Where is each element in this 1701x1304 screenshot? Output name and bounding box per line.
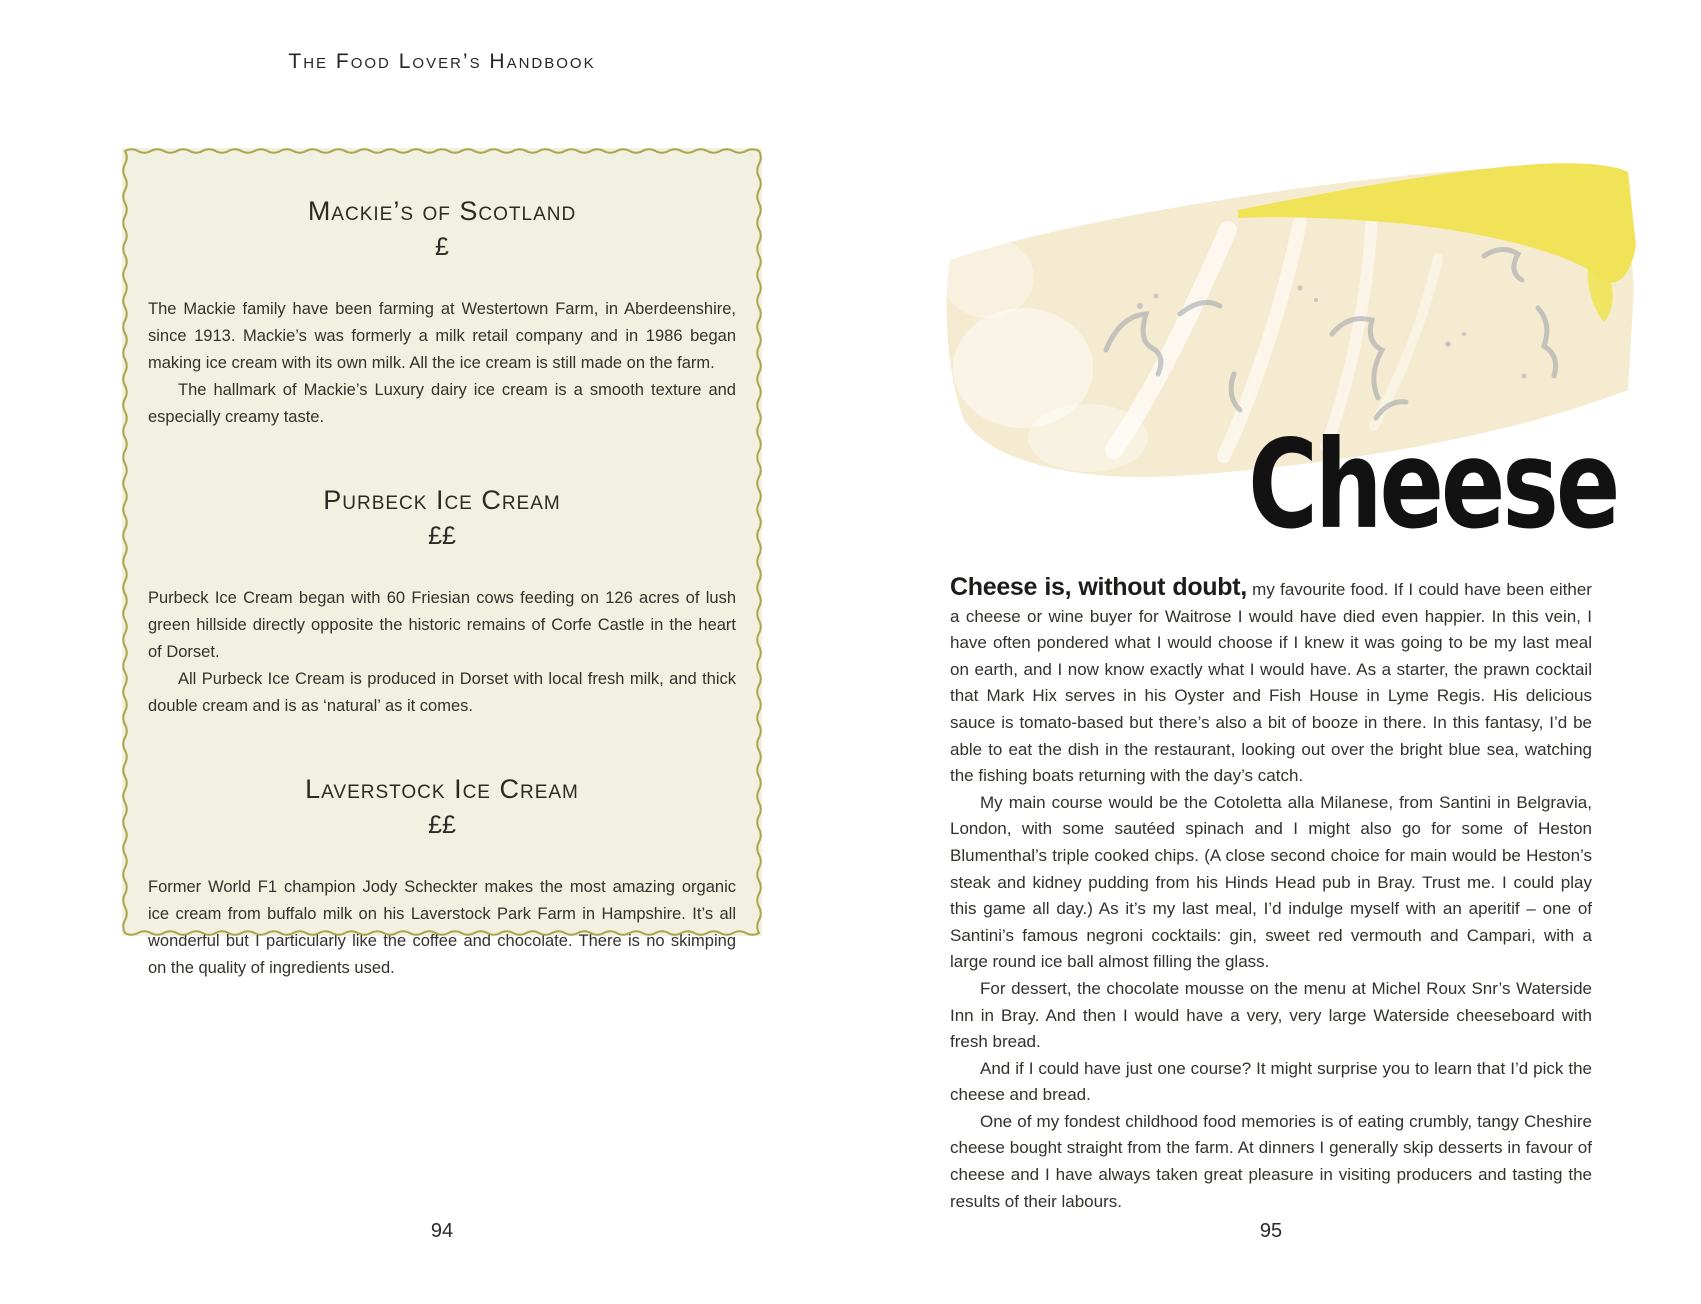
paragraph-text: my favourite food. If I could have been either a cheese or wine buyer for Waitrose I would have died even happier. In this vein, I have often pondered what I would choose if I knew it was going to be my last meal on earth, and I now know exactly what I would have. As a starter, the prawn cocktail that Mark Hix serves in his Oyster and Fish House in Lyme Regis. His delicious sauce is tomato-based but there’s also a bit of booze in there. In this fantasy, I’d be able to eat the dish in the restaurant, looking out over the bright blue sea, watching the fishing boats returning with the day’s catch.	[950, 580, 1592, 786]
producer-paragraph: The hallmark of Mackie’s Luxury dairy ice cream is a smooth texture and especially creamy taste.	[148, 381, 736, 426]
producer-description	[148, 874, 736, 982]
page-number-right: 95	[1259, 1220, 1283, 1242]
producer-description	[148, 296, 736, 431]
producer-entry-mackies	[148, 150, 736, 431]
producer-description	[148, 585, 736, 720]
body-paragraph	[950, 574, 1592, 790]
lead-in-phrase: Cheese is, without doubt,	[950, 573, 1247, 601]
page-number-left: 94	[430, 1220, 454, 1242]
producer-name: Laverstock Ice Cream	[305, 774, 579, 804]
producer-price-rating: ££	[428, 522, 456, 550]
producer-name: Mackie’s of Scotland	[307, 196, 577, 226]
producer-paragraph: Purbeck Ice Cream began with 60 Friesian cows feeding on 126 acres of lush green hillside directly opposite the historic remains of Corfe Castle in the heart of Dorset.	[148, 589, 736, 661]
producer-paragraph: The Mackie family have been farming at Westertown Farm, in Aberdeenshire, since 1913. Mackie’s was formerly a milk retail company and in 1986 began making ice cream with its own milk. All the ice cream is still made on the farm.	[148, 300, 736, 372]
producer-price-rating: ££	[428, 811, 456, 839]
producer-paragraph: All Purbeck Ice Cream is produced in Dorset with local fresh milk, and thick double cream and is as ‘natural’ as it comes.	[148, 670, 736, 715]
body-paragraph: And if I could have just one course? It might surprise you to learn that I’d pick the cheese and bread.	[950, 1058, 1592, 1105]
producer-paragraph: Former World F1 champion Jody Scheckter makes the most amazing organic ice cream from buffalo milk on his Laverstock Park Farm in Hampshire. It’s all wonderful but I particularly like the coffee and chocolate. There is no skimping on the quality of ingredients used.	[148, 878, 736, 977]
producer-entry-laverstock	[148, 720, 736, 982]
body-paragraph: For dessert, the chocolate mousse on the menu at Michel Roux Snr’s Waterside Inn in Bray. And then I would have a very, very large Waterside cheeseboard with fresh bread.	[950, 978, 1592, 1052]
producer-entry-purbeck	[148, 431, 736, 720]
producer-name: Purbeck Ice Cream	[323, 485, 561, 515]
body-paragraph: My main course would be the Cotoletta alla Milanese, from Santini in Belgravia, London, with some sautéed spinach and I might also go for some of Heston Blumenthal’s triple cooked chips. (A close second choice for main would be Heston’s steak and kidney pudding from his Hinds Head pub in Bray. Trust me. I could play this game all day.) As it’s my last meal, I’d indulge myself with an aperitif – one of Santini’s famous negroni cocktails: gin, sweet red vermouth and Campari, with a large round ice ball almost filling the glass.	[950, 792, 1592, 972]
chapter-title: Cheese	[1247, 414, 1617, 556]
chapter-body-text	[950, 574, 1592, 1215]
running-header: The Food Lover’s Handbook	[288, 50, 596, 73]
body-paragraph: One of my fondest childhood food memories is of eating crumbly, tangy Cheshire cheese bought straight from the farm. At dinners I generally skip desserts in favour of cheese and I have always taken great pleasure in visiting producers and tasting the results of their labours.	[950, 1111, 1592, 1211]
producer-price-rating: £	[435, 233, 449, 261]
producers-box	[122, 148, 762, 977]
